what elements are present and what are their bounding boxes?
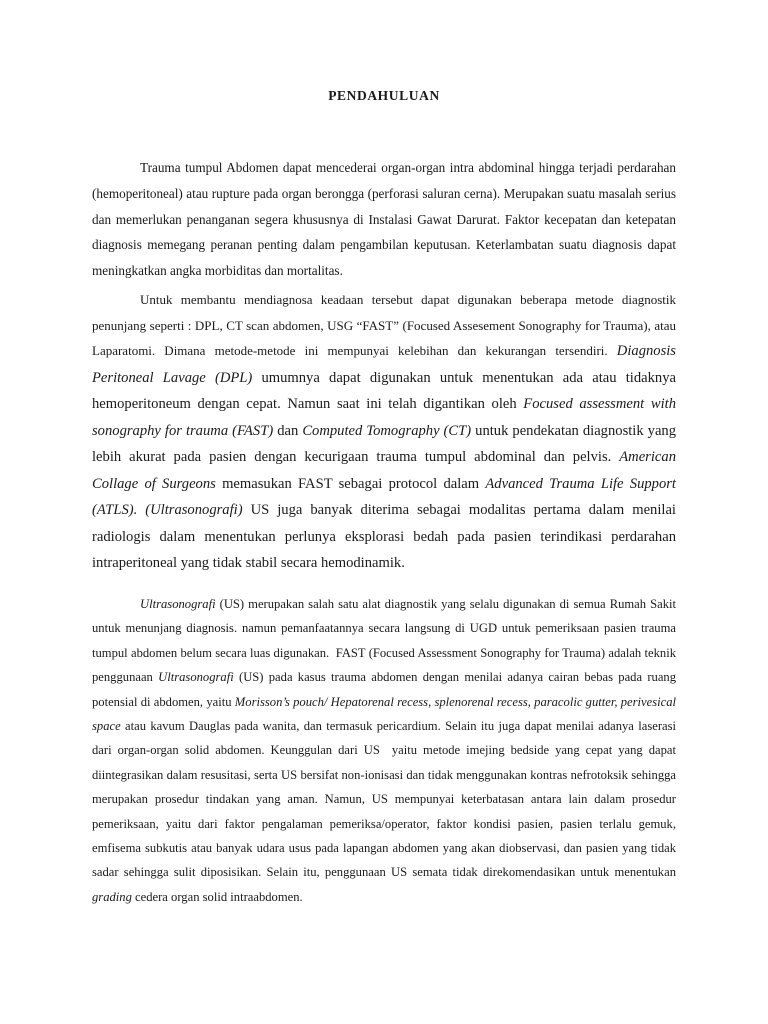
paragraph-2-sentence-1: Untuk membantu mendiagnosa keadaan tersebut dapat digunakan beberapa metode diagnostik penunjang seperti : DPL, CT scan abdomen, USG “FAST” (Focused Assesement Sonography for Trauma), atau Laparatomi. Dimana metode-metode ini mempunyai kelebihan dan kekurangan tersendiri. [92, 292, 676, 358]
atls-term: Advanced Trauma Life Support (ATLS). (Ultrasonografi) [92, 475, 676, 518]
document-page [92, 0, 676, 1024]
paragraph-2-sentence-5: US juga banyak diterima sebagai modalitas pertama dalam menilai radiologis dalam menentukan perlunya eksplorasi bedah pada pasien terindikasi perdarahan intraperitoneal yang tidak stabil secara hemodinamik. [92, 502, 676, 571]
paragraph-2-sentence-4: memasukan FAST sebagai protocol dalam [222, 475, 480, 492]
ultrasonografi-term: Ultrasonografi [140, 597, 216, 611]
grading-term: grading [92, 889, 132, 904]
paragraph-1 [92, 155, 676, 284]
paragraph-2-sentence-3: untuk pendekatan diagnostik yang lebih akurat pada pasien dengan kecurigaan trauma tumpul abdominal dan pelvis. [92, 422, 677, 465]
paragraph-2-sentence-2: umumnya dapat digunakan untuk menentukan ada atau tidaknya hemoperitoneum dengan cepat. Namun saat ini telah digantikan oleh [92, 369, 676, 412]
paragraph-3-sentence-2: (US) pada kasus trauma abdomen dengan menilai adanya cairan bebas pada ruang potensial di abdomen, yaitu [92, 670, 677, 709]
paragraph-3-sentence-4: cedera organ solid intraabdomen. [135, 889, 303, 904]
ultrasonografi-term-2: Ultrasonografi [158, 670, 234, 685]
page-title: PENDAHULUAN [328, 88, 440, 103]
paragraph-3-sentence-1: (US) merupakan salah satu alat diagnostik yang selalu digunakan di semua Rumah Sakit untuk menunjang diagnosis. namun pemanfaatannya secara langsung di UGD untuk pemeriksaan pasien trauma tumpul abdomen belum secara luas digunakan. FAST (Focused Assessment Sonography for Trauma) adalah teknik penggunaan [92, 597, 677, 685]
anatomical-spaces-term: Morisson’s pouch/ Hepatorenal recess, splenorenal recess, paracolic gutter, perivesical space [92, 694, 677, 734]
paragraph-2-conjunction: dan [277, 422, 299, 439]
paragraph-3 [92, 592, 676, 909]
fast-term: Focused assessment with sonography for trauma (FAST) [92, 396, 676, 439]
ct-term: Computed Tomography (CT) [302, 422, 472, 439]
acs-term: American Collage of Surgeons [92, 449, 676, 492]
paragraph-2 [92, 287, 676, 577]
paragraph-3-sentence-3: atau kavum Dauglas pada wanita, dan termasuk pericardium. Selain itu juga dapat menilai adanya laserasi dari organ-organ solid abdomen. Keunggulan dari US yaitu metode imejing bedside yang cepat yang dapat diintegrasikan dalam resusitasi, serta US bersifat non-ionisasi dan tidak menggunakan kontras nefrotoksik sehingga merupakan prosedur tindakan yang aman. Namun, US mempunyai keterbatasan antara lain dalam prosedur pemeriksaan, yaitu dari faktor pengalaman pemeriksa/operator, faktor kondisi pasien, pasien terlalu gemuk, emfisema subkutis atau banyak udara usus pada lapangan abdomen yang akan diobservasi, dan pasien yang tidak sadar sehingga sulit diposisikan. Selain itu, penggunaan US semata tidak direkomendasikan untuk menentukan [92, 719, 676, 880]
paragraph-1-text: Trauma tumpul Abdomen dapat mencederai organ-organ intra abdominal hingga terjadi perdarahan (hemoperitoneal) atau rupture pada organ berongga (perforasi saluran cerna). Merupakan suatu masalah serius dan memerlukan penanganan segera khususnya di Instalasi Gawat Darurat. Faktor kecepatan dan ketepatan diagnosis memegang peranan penting dalam pengambilan keputusan. Keterlambatan suatu diagnosis dapat meningkatkan angka morbiditas dan mortalitas. [92, 160, 676, 279]
dpl-term: Diagnosis Peritoneal Lavage (DPL) [92, 343, 676, 386]
